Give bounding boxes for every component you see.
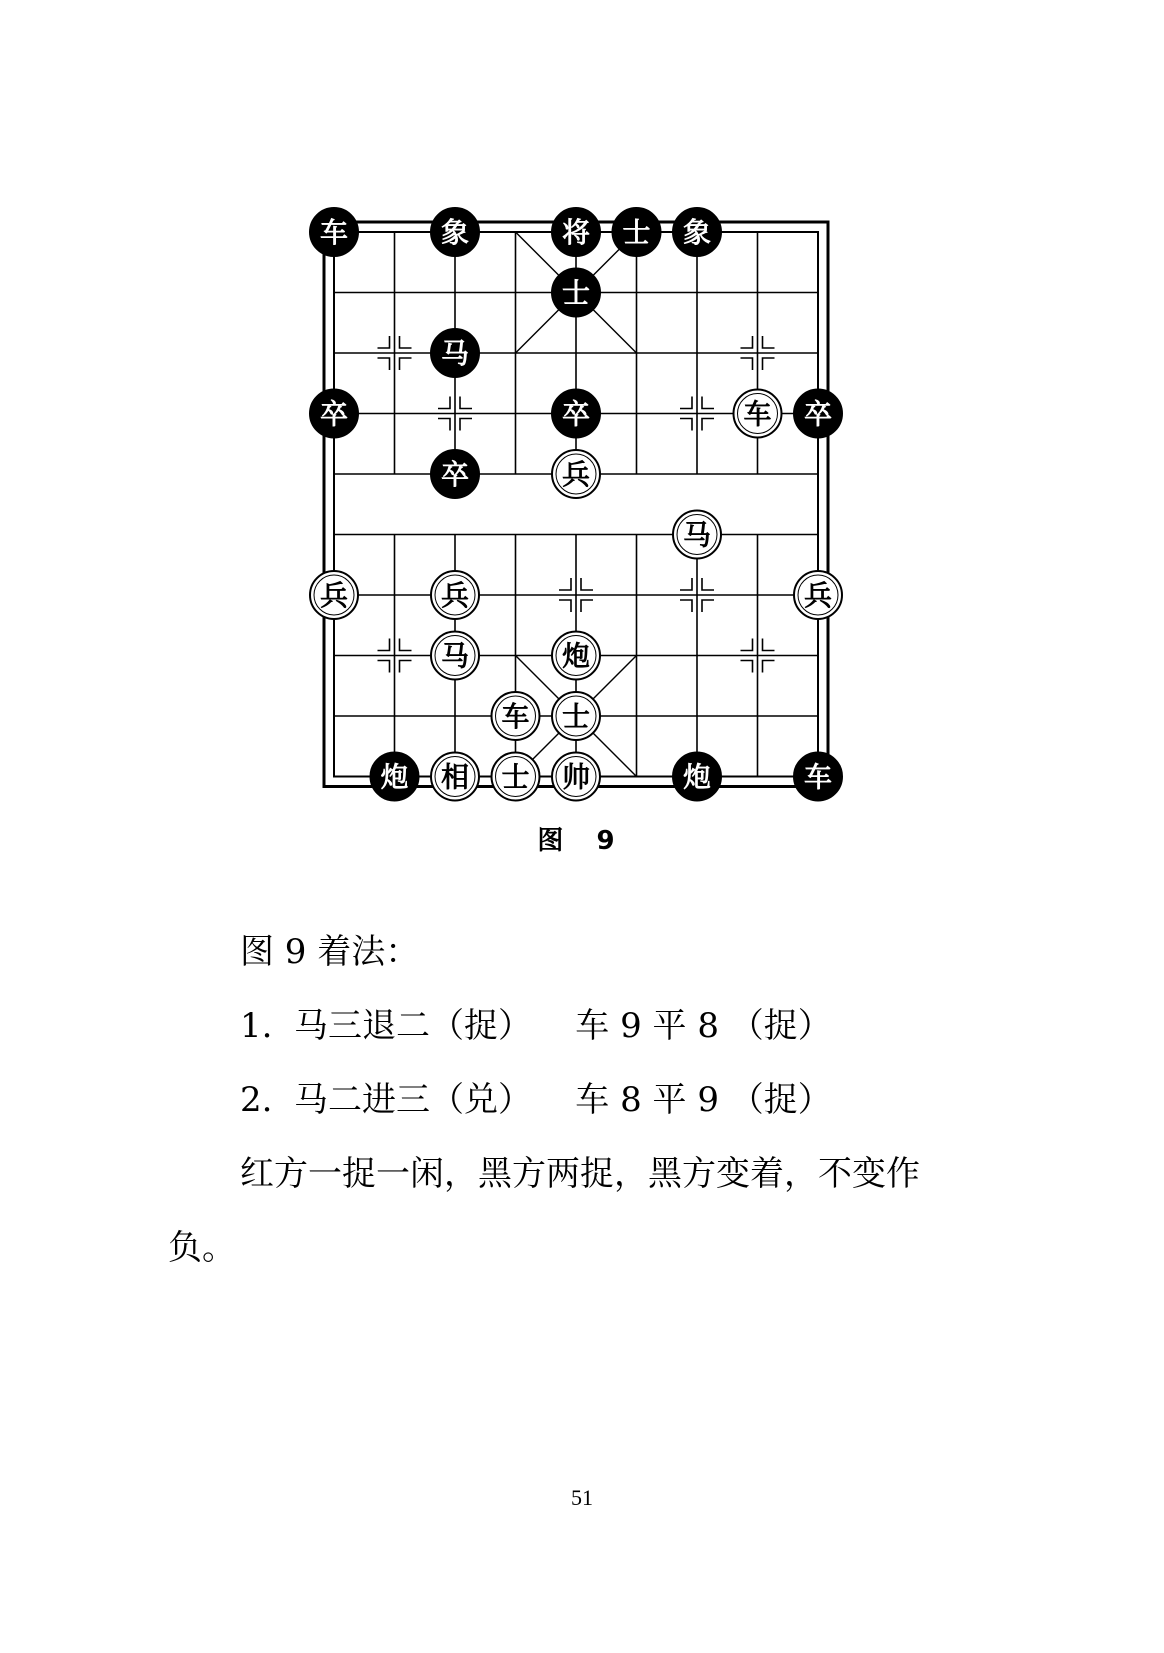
piece-label: 将 bbox=[561, 216, 591, 249]
black-piece bbox=[431, 450, 479, 498]
board-pieces bbox=[310, 208, 842, 801]
red-piece bbox=[794, 571, 842, 619]
black-piece bbox=[310, 390, 358, 438]
piece-label: 兵 bbox=[319, 579, 349, 612]
piece-label: 卒 bbox=[440, 458, 470, 491]
piece-label: 士 bbox=[622, 216, 651, 249]
comment-line-1: 红方一捉一闲，黑方两捉，黑方变着，不变作 bbox=[240, 1154, 920, 1194]
piece-label: 炮 bbox=[380, 760, 409, 794]
page-number: 51 bbox=[571, 1485, 593, 1510]
piece-label: 车 bbox=[803, 760, 833, 794]
piece-label: 士 bbox=[561, 700, 591, 733]
piece-label: 马 bbox=[440, 639, 470, 673]
black-piece bbox=[371, 753, 419, 801]
black-piece bbox=[794, 390, 842, 438]
black-piece bbox=[552, 208, 600, 256]
piece-label: 车 bbox=[743, 397, 772, 431]
black-piece bbox=[552, 390, 600, 438]
piece-label: 士 bbox=[561, 276, 591, 310]
move-line-2: 2. 马二进三（兑） 车 8 平 9 （捉） bbox=[240, 1080, 832, 1120]
red-piece bbox=[431, 571, 479, 619]
red-piece bbox=[492, 692, 540, 740]
move-line-1: 1. 马三退二（捉） 车 9 平 8 （捉） bbox=[240, 1006, 832, 1046]
red-piece bbox=[552, 632, 600, 680]
red-piece bbox=[552, 450, 600, 498]
black-piece bbox=[673, 753, 721, 801]
piece-label: 兵 bbox=[561, 458, 591, 491]
black-piece bbox=[673, 208, 721, 256]
red-piece bbox=[431, 753, 479, 801]
piece-label: 炮 bbox=[561, 639, 591, 673]
black-piece bbox=[431, 208, 479, 256]
black-piece bbox=[310, 208, 358, 256]
piece-label: 兵 bbox=[440, 579, 470, 612]
red-piece bbox=[673, 511, 721, 559]
black-piece bbox=[552, 269, 600, 317]
piece-label: 兵 bbox=[803, 579, 833, 612]
piece-label: 象 bbox=[440, 216, 470, 249]
piece-label: 相 bbox=[440, 760, 470, 794]
black-piece bbox=[613, 208, 661, 256]
piece-label: 车 bbox=[319, 216, 349, 249]
piece-label: 马 bbox=[440, 337, 470, 370]
comment-line-2: 负。 bbox=[168, 1228, 236, 1268]
red-piece bbox=[734, 390, 782, 438]
piece-label: 炮 bbox=[682, 760, 712, 794]
piece-label: 马 bbox=[682, 518, 712, 552]
chess-board-diagram bbox=[0, 0, 1164, 820]
moves-heading: 图 9 着法： bbox=[240, 932, 420, 972]
black-piece bbox=[431, 329, 479, 377]
red-piece bbox=[492, 753, 540, 801]
piece-label: 卒 bbox=[319, 397, 349, 431]
red-piece bbox=[552, 692, 600, 740]
piece-label: 士 bbox=[501, 760, 530, 794]
piece-label: 车 bbox=[501, 700, 530, 733]
piece-label: 帅 bbox=[561, 760, 591, 794]
piece-label: 卒 bbox=[803, 397, 833, 431]
red-piece bbox=[310, 571, 358, 619]
piece-label: 卒 bbox=[561, 397, 591, 431]
black-piece bbox=[794, 753, 842, 801]
piece-label: 象 bbox=[682, 216, 712, 249]
red-piece bbox=[431, 632, 479, 680]
figure-caption: 图 9 bbox=[537, 826, 627, 856]
red-piece bbox=[552, 753, 600, 801]
